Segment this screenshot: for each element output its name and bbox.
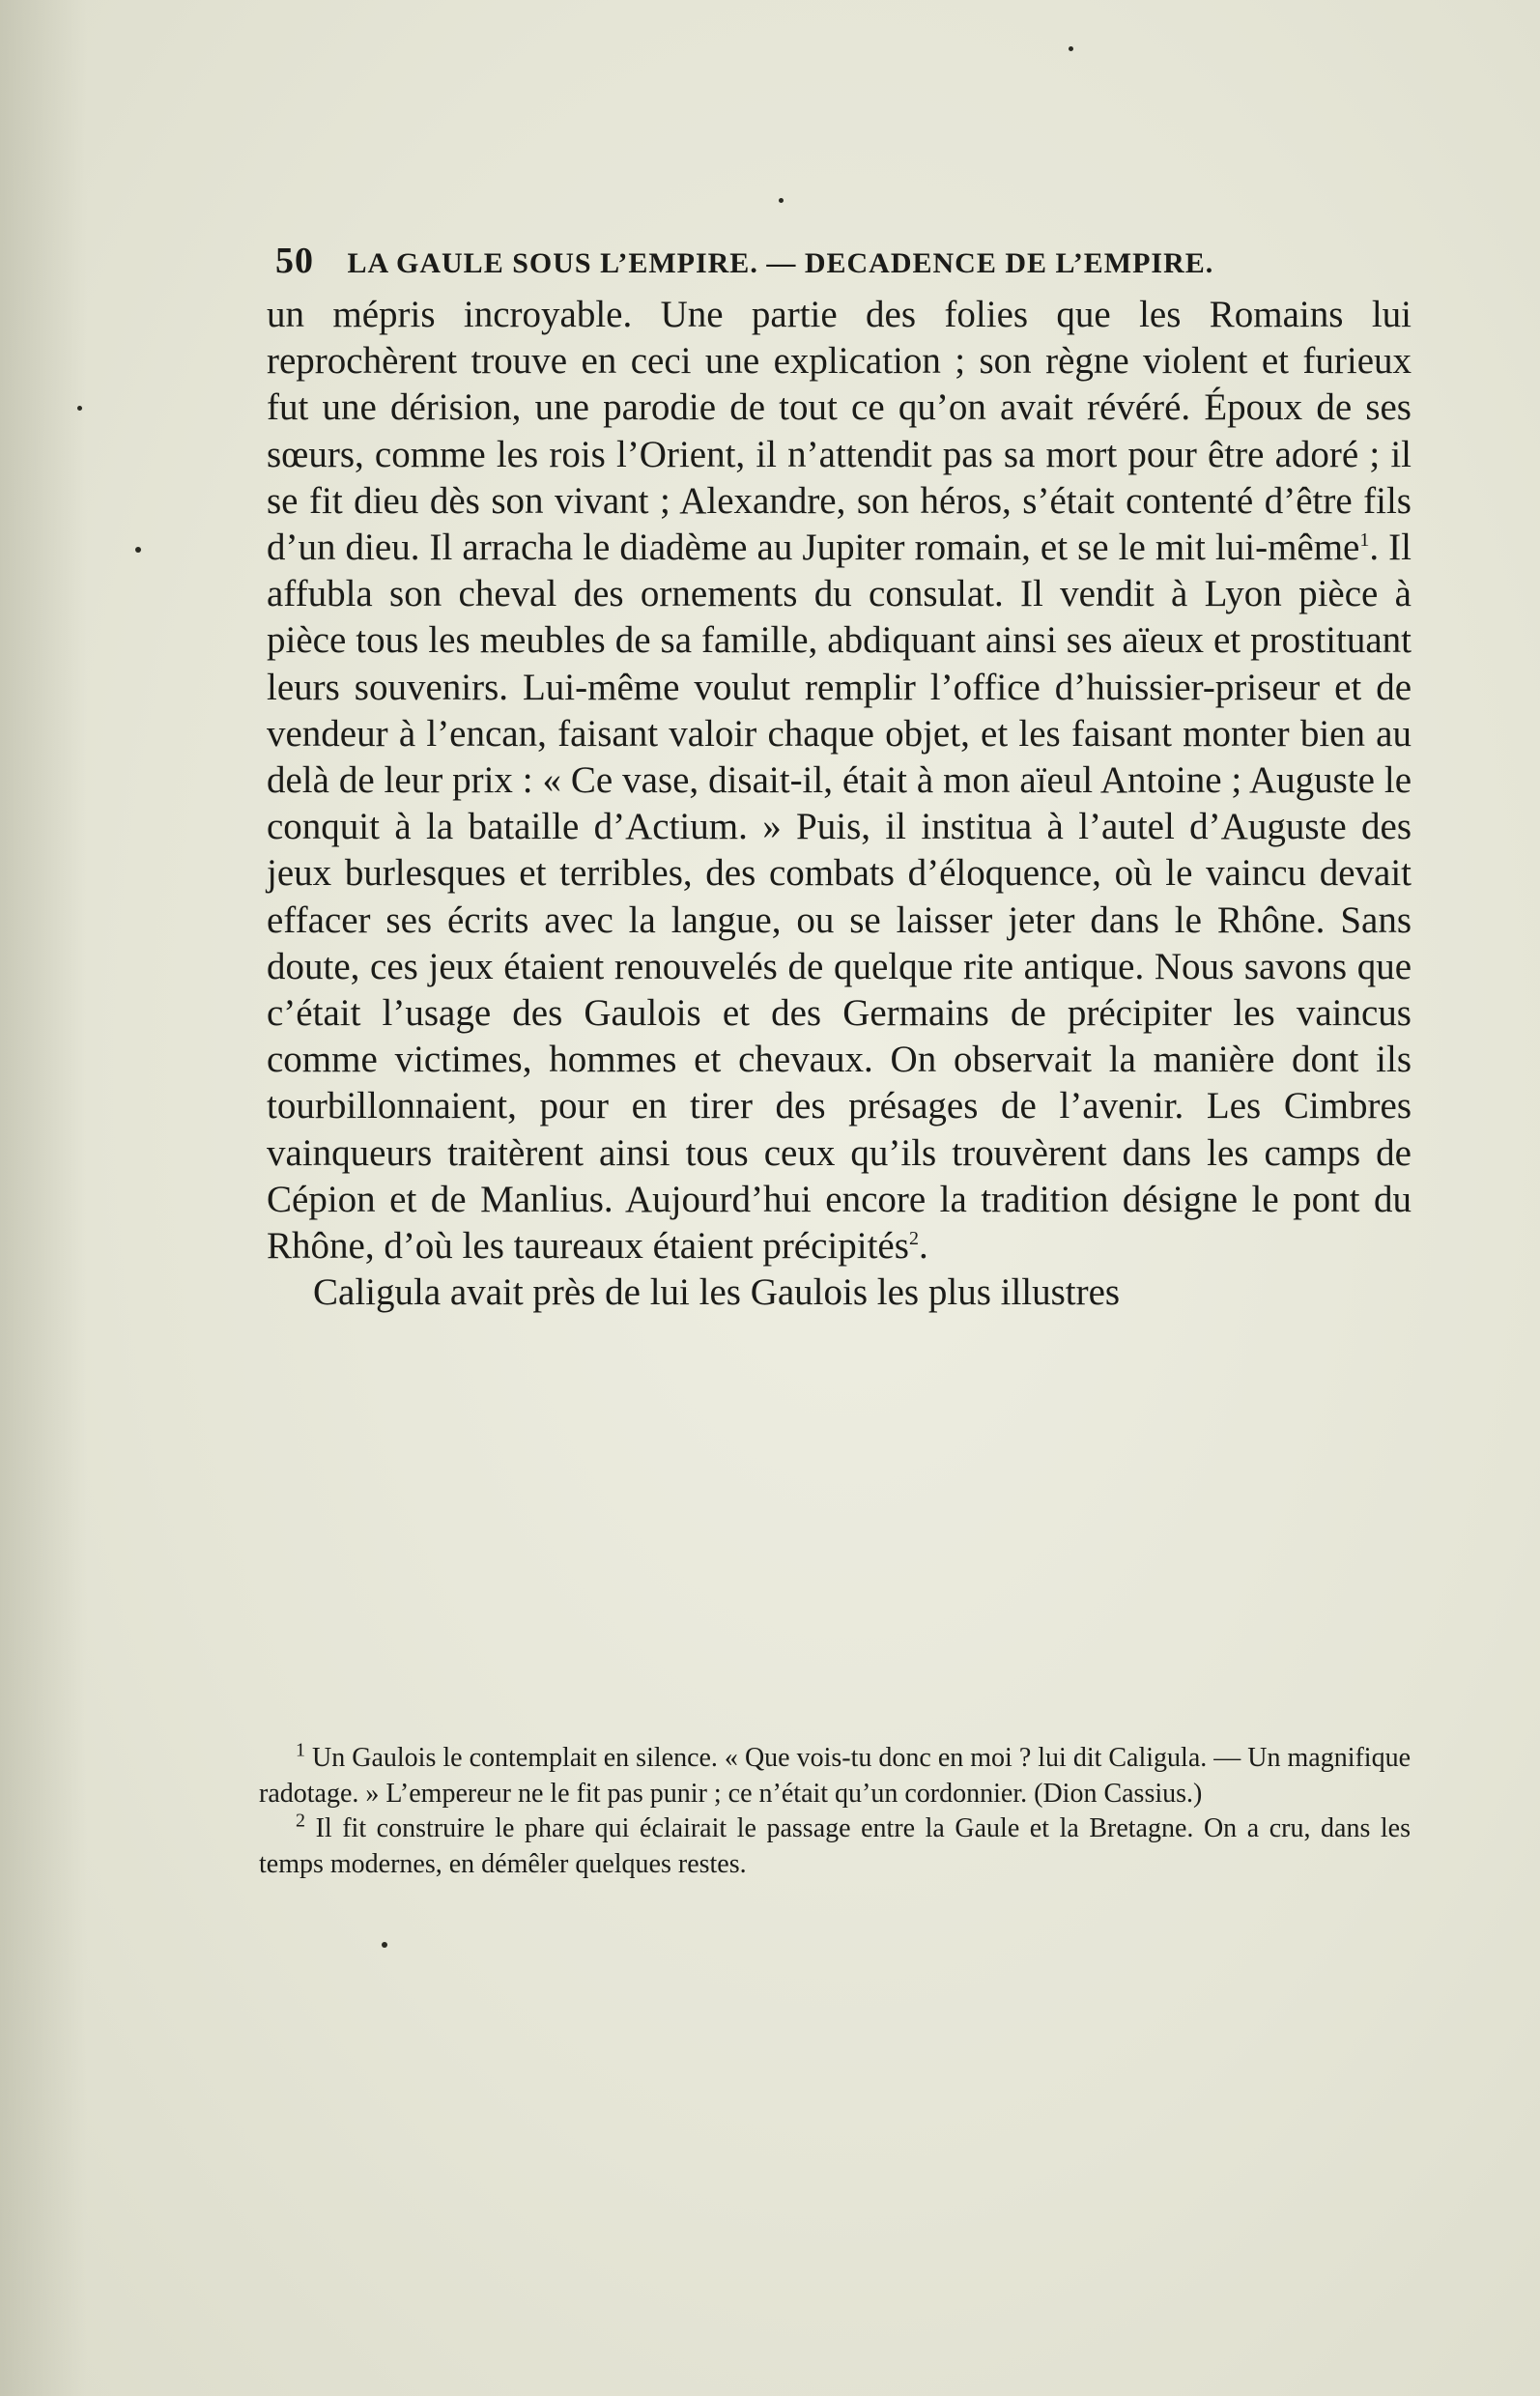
page-edge-shadow [0, 0, 87, 2396]
body-text [267, 292, 1412, 1316]
footnote-2-text: Il fit construire le phare qui éclairait le passage entre la Gaule et la Bretagne. On a cru, dans les temps modernes, en démêler quelques restes. [259, 1813, 1412, 1879]
footnote-2-mark: 2 [296, 1810, 305, 1832]
page-header [275, 240, 1333, 288]
paragraph-1-text: un mépris incroyable. Une partie des folies que les Romains lui reprochèrent trouve en ceci une explication ; son règne violent et furieux fut une dérision, une parodie de tout ce qu’on avait révéré. Époux de ses sœurs, comme les rois l’Orient, il n’attendit pas sa mort pour être adoré ; il se fit dieu dès son vivant ; Alexandre, son héros, s’était contenté d’être fils d’un dieu. Il arracha le diadème au Jupiter romain, et se le mit lui-même [267, 294, 1412, 569]
paper-speck [1069, 46, 1073, 51]
paper-speck [77, 406, 82, 411]
footnote-ref-2: 2 [908, 1228, 919, 1250]
paragraph-1-continued: . Il affubla son cheval des ornements du consulat. Il vendit à Lyon pièce à pièce tous les meubles de sa famille, abdiquant ainsi ses aïeux et prostituant leurs souvenirs. Lui-même voulut remplir l’office d’huissier-priseur et de vendeur à l’encan, faisant valoir chaque objet, et les faisant monter bien au delà de leur prix : « Ce vase, disait-il, était à mon aïeul Antoine ; Auguste le conquit à la bataille d’Actium. » Puis, il institua à l’autel d’Auguste des jeux burlesques et terribles, des combats d’éloquence, où le vaincu devait effacer ses écrits avec la langue, ou se laisser jeter dans le Rhône. Sans doute, ces jeux étaient renouvelés de quelque rite antique. Nous savons que c’était l’usage des Gaulois et des Germains de précipiter les vaincus comme victimes, hommes et chevaux. On observait la manière dont ils tourbillonnaient, pour en tirer des présages de l’avenir. Les Cimbres vainqueurs traitèrent ainsi tous ceux qu’ils trouvèrent dans les camps de Cépion et de Manlius. Aujourd’hui encore la tradition désigne le pont du Rhône, d’où les taureaux étaient précipités [267, 527, 1412, 1268]
paragraph-2: Caligula avait près de lui les Gaulois les plus illustres [313, 1271, 1121, 1314]
footnotes [259, 1741, 1411, 1882]
footnote-ref-1: 1 [1359, 529, 1370, 552]
paper-speck [382, 1942, 387, 1948]
footnote-1 [259, 1741, 1411, 1811]
paragraph-1 [267, 292, 1412, 1269]
page-number: 50 [275, 241, 314, 281]
footnote-2 [259, 1811, 1411, 1882]
paragraph-1-end: . [918, 1225, 928, 1268]
paper-speck [779, 198, 784, 203]
footnote-1-text: Un Gaulois le contemplait en silence. « Que vois-tu donc en moi ? lui dit Caligula. — Un magnifique radotage. » L’empereur ne le fit pas punir ; ce n’était qu’un cordonnier. (Dion Cassius.) [259, 1743, 1412, 1809]
footnote-1-mark: 1 [296, 1739, 305, 1761]
running-title: LA GAULE SOUS L’EMPIRE. — DECADENCE DE L’EMPIRE. [347, 247, 1214, 279]
paper-speck [135, 547, 141, 553]
